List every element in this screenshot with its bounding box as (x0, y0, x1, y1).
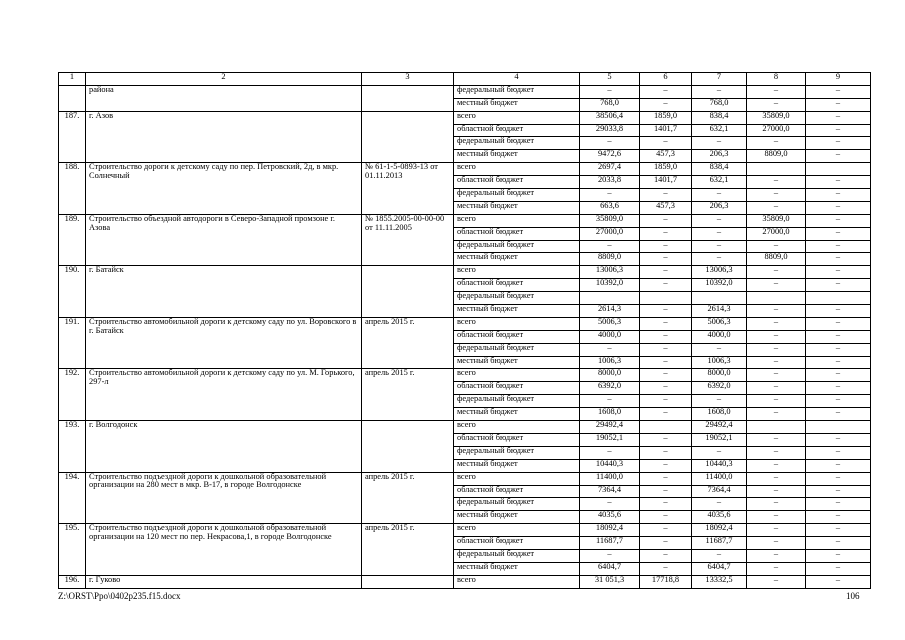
amount-cell: 7364,4 (580, 485, 640, 498)
row-number (59, 85, 86, 111)
amount-cell: – (747, 343, 806, 356)
amount-cell: – (640, 227, 692, 240)
amount-cell: – (640, 369, 692, 382)
amount-cell: – (806, 382, 871, 395)
amount-cell: – (580, 343, 640, 356)
amount-cell: – (692, 395, 747, 408)
amount-cell: – (640, 433, 692, 446)
amount-cell: 4000,0 (580, 330, 640, 343)
document-ref (362, 421, 454, 473)
amount-cell: 1006,3 (580, 356, 640, 369)
amount-cell: – (747, 498, 806, 511)
amount-cell: – (806, 395, 871, 408)
amount-cell: – (747, 240, 806, 253)
document-ref (362, 111, 454, 163)
amount-cell: 4035,6 (580, 511, 640, 524)
amount-cell (806, 163, 871, 176)
amount-cell: 8809,0 (580, 253, 640, 266)
amount-cell: – (747, 485, 806, 498)
funding-source: местный бюджет (454, 98, 580, 111)
amount-cell: 10440,3 (692, 459, 747, 472)
amount-cell: – (747, 382, 806, 395)
amount-cell: – (806, 227, 871, 240)
funding-source: всего (454, 472, 580, 485)
funding-source: местный бюджет (454, 562, 580, 575)
funding-source: областной бюджет (454, 382, 580, 395)
amount-cell: – (640, 189, 692, 202)
amount-cell: 8000,0 (692, 369, 747, 382)
document-ref: № 1855.2005-00-00-00 от 11.11.2005 (362, 214, 454, 266)
amount-cell: 2614,3 (580, 305, 640, 318)
amount-cell: 457,3 (640, 150, 692, 163)
amount-cell: – (806, 266, 871, 279)
amount-cell: – (580, 240, 640, 253)
amount-cell: – (747, 408, 806, 421)
amount-cell: – (806, 511, 871, 524)
amount-cell: 11687,7 (580, 537, 640, 550)
table-row (59, 524, 871, 537)
amount-cell: – (747, 201, 806, 214)
amount-cell: – (640, 330, 692, 343)
header-cell: 1 (59, 73, 86, 86)
amount-cell: 27000,0 (747, 227, 806, 240)
amount-cell: – (806, 253, 871, 266)
amount-cell: – (806, 433, 871, 446)
header-cell: 5 (580, 73, 640, 86)
amount-cell: 8809,0 (747, 150, 806, 163)
amount-cell: – (692, 85, 747, 98)
amount-cell: – (747, 189, 806, 202)
amount-cell: 13006,3 (580, 266, 640, 279)
object-name: Строительство автомобильной дороги к детскому саду по ул. Воровского в г. Батайск (86, 317, 362, 369)
amount-cell: 27000,0 (747, 124, 806, 137)
amount-cell: 2697,4 (580, 163, 640, 176)
header-cell: 6 (640, 73, 692, 86)
funding-source: федеральный бюджет (454, 292, 580, 305)
amount-cell: – (580, 498, 640, 511)
amount-cell: – (692, 189, 747, 202)
amount-cell: – (640, 562, 692, 575)
funding-source: местный бюджет (454, 459, 580, 472)
header-cell: 3 (362, 73, 454, 86)
amount-cell: – (692, 253, 747, 266)
funding-source: федеральный бюджет (454, 446, 580, 459)
object-name: Строительство объездной автодороги в Северо-Западной промзоне г. Азова (86, 214, 362, 266)
amount-cell (806, 292, 871, 305)
document-ref: № 61-1-5-0893-13 от 01.11.2013 (362, 163, 454, 215)
amount-cell: 1401,7 (640, 124, 692, 137)
amount-cell: – (747, 330, 806, 343)
amount-cell: 1859,0 (640, 111, 692, 124)
header-cell: 4 (454, 73, 580, 86)
amount-cell: 18092,4 (692, 524, 747, 537)
row-number: 194. (59, 472, 86, 524)
funding-source: федеральный бюджет (454, 498, 580, 511)
amount-cell: – (806, 485, 871, 498)
row-number: 190. (59, 266, 86, 318)
amount-cell (747, 421, 806, 434)
row-number: 192. (59, 369, 86, 421)
amount-cell: – (806, 201, 871, 214)
amount-cell: – (806, 189, 871, 202)
amount-cell: – (747, 85, 806, 98)
amount-cell: 29492,4 (692, 421, 747, 434)
amount-cell: – (640, 524, 692, 537)
amount-cell: – (747, 137, 806, 150)
amount-cell: – (747, 317, 806, 330)
amount-cell: 2614,3 (692, 305, 747, 318)
amount-cell: 6404,7 (692, 562, 747, 575)
object-name: г. Гуково (86, 575, 362, 588)
amount-cell: 1006,3 (692, 356, 747, 369)
amount-cell: 38506,4 (580, 111, 640, 124)
amount-cell: – (692, 214, 747, 227)
amount-cell: – (806, 85, 871, 98)
table-row (59, 317, 871, 330)
amount-cell: – (640, 549, 692, 562)
amount-cell: 19052,1 (692, 433, 747, 446)
amount-cell: – (747, 562, 806, 575)
funding-source: местный бюджет (454, 511, 580, 524)
footer-file-path: Z:\ORST\Ppo\0402p235.f15.docx (58, 591, 181, 601)
funding-source: федеральный бюджет (454, 240, 580, 253)
amount-cell: 10440,3 (580, 459, 640, 472)
amount-cell: – (640, 511, 692, 524)
funding-source: всего (454, 163, 580, 176)
amount-cell: – (640, 266, 692, 279)
funding-source: областной бюджет (454, 330, 580, 343)
funding-source: федеральный бюджет (454, 549, 580, 562)
amount-cell: 29492,4 (580, 421, 640, 434)
amount-cell: – (640, 356, 692, 369)
amount-cell: 663,6 (580, 201, 640, 214)
amount-cell: 632,1 (692, 124, 747, 137)
amount-cell: – (640, 485, 692, 498)
amount-cell: – (806, 537, 871, 550)
funding-source: областной бюджет (454, 485, 580, 498)
amount-cell: – (580, 189, 640, 202)
amount-cell: – (747, 395, 806, 408)
amount-cell: 13006,3 (692, 266, 747, 279)
amount-cell: – (580, 137, 640, 150)
funding-source: местный бюджет (454, 305, 580, 318)
funding-source: местный бюджет (454, 356, 580, 369)
amount-cell: 5006,3 (692, 317, 747, 330)
row-number: 189. (59, 214, 86, 266)
funding-source: областной бюджет (454, 227, 580, 240)
amount-cell: – (806, 330, 871, 343)
amount-cell: – (747, 549, 806, 562)
amount-cell: – (747, 575, 806, 588)
funding-source: областной бюджет (454, 176, 580, 189)
amount-cell: – (692, 549, 747, 562)
table-row (59, 575, 871, 588)
document-ref (362, 266, 454, 318)
amount-cell: 1859,0 (640, 163, 692, 176)
funding-source: федеральный бюджет (454, 189, 580, 202)
funding-source: всего (454, 524, 580, 537)
budget-table (58, 72, 871, 589)
amount-cell: – (747, 266, 806, 279)
funding-source: местный бюджет (454, 201, 580, 214)
amount-cell: – (747, 524, 806, 537)
amount-cell: – (692, 240, 747, 253)
row-number: 196. (59, 575, 86, 588)
amount-cell: 6404,7 (580, 562, 640, 575)
footer-page-number: 106 (846, 591, 860, 601)
funding-source: областной бюджет (454, 537, 580, 550)
amount-cell: – (806, 240, 871, 253)
row-number: 191. (59, 317, 86, 369)
amount-cell: – (747, 98, 806, 111)
amount-cell: – (640, 137, 692, 150)
amount-cell (640, 421, 692, 434)
amount-cell: – (640, 305, 692, 318)
amount-cell: 9472,6 (580, 150, 640, 163)
amount-cell: 457,3 (640, 201, 692, 214)
table-row (59, 163, 871, 176)
object-name: Строительство автомобильной дороги к детскому саду по ул. М. Горького, 297-л (86, 369, 362, 421)
amount-cell: 18092,4 (580, 524, 640, 537)
amount-cell: – (640, 240, 692, 253)
amount-cell: – (806, 317, 871, 330)
funding-source: всего (454, 369, 580, 382)
table-row (59, 214, 871, 227)
amount-cell (640, 292, 692, 305)
row-number: 195. (59, 524, 86, 576)
amount-cell: – (806, 343, 871, 356)
amount-cell: – (806, 459, 871, 472)
funding-source: всего (454, 317, 580, 330)
header-row (59, 73, 871, 86)
amount-cell: 8809,0 (747, 253, 806, 266)
amount-cell: 1608,0 (692, 408, 747, 421)
funding-source: областной бюджет (454, 124, 580, 137)
amount-cell: 11400,0 (692, 472, 747, 485)
header-cell: 8 (747, 73, 806, 86)
amount-cell: – (640, 85, 692, 98)
amount-cell: 31 051,3 (580, 575, 640, 588)
amount-cell: 10392,0 (580, 279, 640, 292)
amount-cell: 206,3 (692, 150, 747, 163)
amount-cell: 17718,8 (640, 575, 692, 588)
amount-cell: – (747, 446, 806, 459)
amount-cell: – (806, 446, 871, 459)
amount-cell: – (806, 498, 871, 511)
amount-cell: – (806, 356, 871, 369)
amount-cell: – (640, 395, 692, 408)
amount-cell: – (640, 317, 692, 330)
amount-cell: – (747, 472, 806, 485)
amount-cell: – (806, 305, 871, 318)
amount-cell: – (806, 549, 871, 562)
document-ref (362, 85, 454, 111)
amount-cell (692, 292, 747, 305)
funding-source: всего (454, 266, 580, 279)
row-number: 193. (59, 421, 86, 473)
amount-cell: – (806, 472, 871, 485)
amount-cell: – (640, 382, 692, 395)
funding-source: федеральный бюджет (454, 395, 580, 408)
funding-source: местный бюджет (454, 150, 580, 163)
amount-cell (580, 292, 640, 305)
amount-cell: – (806, 98, 871, 111)
amount-cell: 13332,5 (692, 575, 747, 588)
funding-source: местный бюджет (454, 408, 580, 421)
amount-cell: – (640, 498, 692, 511)
object-name: Строительство подъездной дороги к дошкольной образовательной организации на 280 мест в мкр. В-17, в городе Волгодонске (86, 472, 362, 524)
amount-cell: 1608,0 (580, 408, 640, 421)
object-name: г. Батайск (86, 266, 362, 318)
document-ref: апрель 2015 г. (362, 524, 454, 576)
amount-cell: – (747, 356, 806, 369)
amount-cell: 27000,0 (580, 227, 640, 240)
header-cell: 2 (86, 73, 362, 86)
amount-cell: – (640, 98, 692, 111)
table-row (59, 266, 871, 279)
funding-source: всего (454, 111, 580, 124)
amount-cell: – (806, 369, 871, 382)
amount-cell: 5006,3 (580, 317, 640, 330)
amount-cell: – (580, 85, 640, 98)
amount-cell: 10392,0 (692, 279, 747, 292)
amount-cell: – (640, 472, 692, 485)
object-name: района (86, 85, 362, 111)
amount-cell: – (747, 369, 806, 382)
amount-cell: – (806, 150, 871, 163)
amount-cell (806, 421, 871, 434)
amount-cell: 8000,0 (580, 369, 640, 382)
amount-cell: – (747, 537, 806, 550)
amount-cell: – (580, 395, 640, 408)
amount-cell: 1401,7 (640, 176, 692, 189)
document-ref (362, 575, 454, 588)
amount-cell: – (747, 459, 806, 472)
header-cell: 7 (692, 73, 747, 86)
amount-cell: – (806, 562, 871, 575)
funding-source: областной бюджет (454, 279, 580, 292)
funding-source: федеральный бюджет (454, 85, 580, 98)
amount-cell: – (692, 227, 747, 240)
amount-cell: – (640, 408, 692, 421)
document-ref: апрель 2015 г. (362, 317, 454, 369)
amount-cell: – (747, 305, 806, 318)
document-ref: апрель 2015 г. (362, 369, 454, 421)
amount-cell: – (640, 446, 692, 459)
object-name: Строительство дороги к детскому саду по пер. Петровский, 2д, в мкр. Солнечный (86, 163, 362, 215)
table-row (59, 421, 871, 434)
amount-cell: 2033,8 (580, 176, 640, 189)
amount-cell: 206,3 (692, 201, 747, 214)
table-row (59, 111, 871, 124)
document-ref: апрель 2015 г. (362, 472, 454, 524)
amount-cell: 29033,8 (580, 124, 640, 137)
amount-cell: 35809,0 (747, 214, 806, 227)
amount-cell: 838,4 (692, 163, 747, 176)
amount-cell: – (806, 137, 871, 150)
amount-cell: – (640, 537, 692, 550)
amount-cell: 11687,7 (692, 537, 747, 550)
funding-source: всего (454, 421, 580, 434)
amount-cell (747, 163, 806, 176)
amount-cell: – (640, 279, 692, 292)
amount-cell: – (806, 524, 871, 537)
amount-cell: 35809,0 (747, 111, 806, 124)
amount-cell: – (747, 279, 806, 292)
amount-cell: – (806, 575, 871, 588)
amount-cell: – (747, 176, 806, 189)
amount-cell: – (640, 253, 692, 266)
amount-cell: – (640, 214, 692, 227)
amount-cell: – (692, 446, 747, 459)
amount-cell: – (580, 446, 640, 459)
amount-cell: 768,0 (692, 98, 747, 111)
amount-cell: – (806, 111, 871, 124)
funding-source: местный бюджет (454, 253, 580, 266)
funding-source: федеральный бюджет (454, 137, 580, 150)
row-number: 188. (59, 163, 86, 215)
amount-cell: – (806, 176, 871, 189)
table-row (59, 369, 871, 382)
amount-cell: 838,4 (692, 111, 747, 124)
amount-cell: – (806, 214, 871, 227)
amount-cell: 6392,0 (580, 382, 640, 395)
amount-cell: – (640, 459, 692, 472)
amount-cell: 6392,0 (692, 382, 747, 395)
amount-cell: – (747, 433, 806, 446)
amount-cell: – (806, 279, 871, 292)
amount-cell: – (806, 408, 871, 421)
row-number: 187. (59, 111, 86, 163)
funding-source: областной бюджет (454, 433, 580, 446)
amount-cell: – (806, 124, 871, 137)
funding-source: всего (454, 214, 580, 227)
amount-cell: 35809,0 (580, 214, 640, 227)
funding-source: федеральный бюджет (454, 343, 580, 356)
object-name: Строительство подъездной дороги к дошкольной образовательной организации на 120 мест по пер. Некрасова,1, в городе Волгодонске (86, 524, 362, 576)
amount-cell: – (692, 498, 747, 511)
header-cell: 9 (806, 73, 871, 86)
amount-cell: 768,0 (580, 98, 640, 111)
amount-cell: – (580, 549, 640, 562)
table-row (59, 472, 871, 485)
funding-source: всего (454, 575, 580, 588)
table-row (59, 85, 871, 98)
amount-cell: 19052,1 (580, 433, 640, 446)
amount-cell (747, 292, 806, 305)
amount-cell: – (640, 343, 692, 356)
amount-cell: – (692, 137, 747, 150)
amount-cell: 632,1 (692, 176, 747, 189)
amount-cell: 11400,0 (580, 472, 640, 485)
amount-cell: – (747, 511, 806, 524)
object-name: г. Волгодонск (86, 421, 362, 473)
object-name: г. Азов (86, 111, 362, 163)
amount-cell: 7364,4 (692, 485, 747, 498)
amount-cell: 4000,0 (692, 330, 747, 343)
amount-cell: 4035,6 (692, 511, 747, 524)
amount-cell: – (692, 343, 747, 356)
